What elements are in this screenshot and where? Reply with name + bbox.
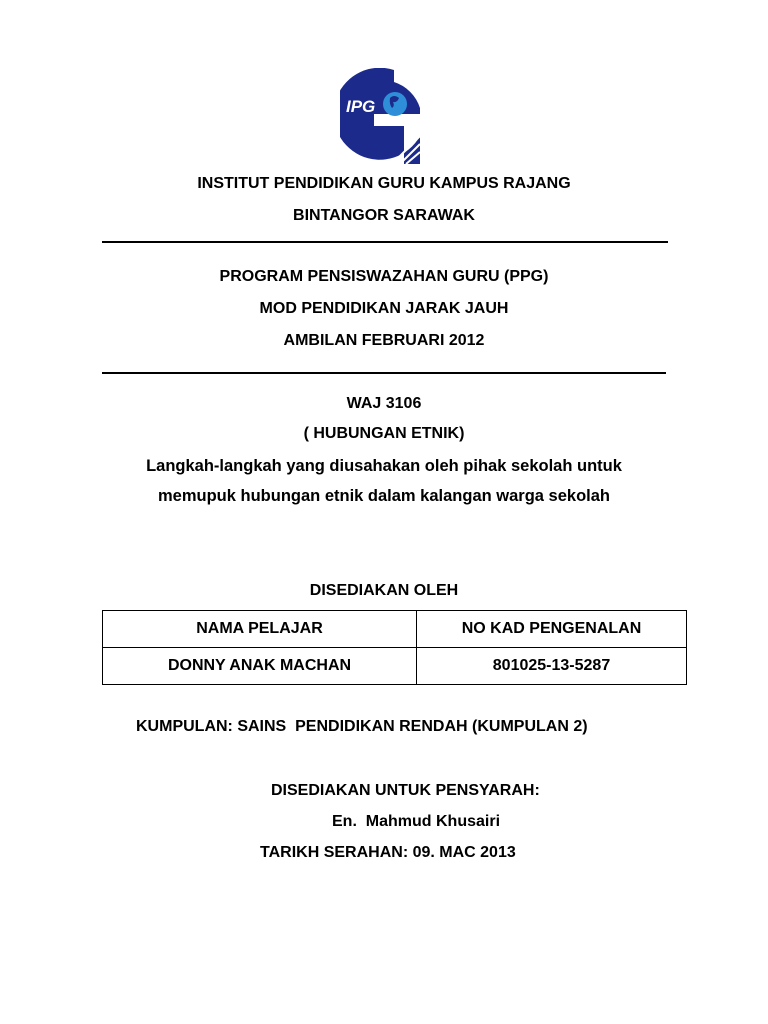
group-label: KUMPULAN: SAINS PENDIDIKAN RENDAH (KUMPULAN 2) [136,718,588,735]
table-header-row [103,611,687,648]
prepared-by-heading: DISEDIAKAN OLEH [309,582,459,599]
program-intake: AMBILAN FEBRUARI 2012 [283,332,485,349]
course-topic-line-2: memupuk hubungan etnik dalam kalangan warga sekolah [157,487,611,505]
divider-top [102,241,668,243]
divider-middle [102,372,666,374]
logo-text: IPG [346,97,376,116]
student-name: DONNY ANAK MACHAN [103,648,417,685]
column-header-name: NAMA PELAJAR [103,611,417,648]
program-mode: MOD PENDIDIKAN JARAK JAUH [259,300,509,317]
column-header-ic: NO KAD PENGENALAN [417,611,687,648]
submission-date: TARIKH SERAHAN: 09. MAC 2013 [260,844,516,861]
lecturer-label: DISEDIAKAN UNTUK PENSYARAH: [271,782,540,799]
course-topic-line-1: Langkah-langkah yang diusahakan oleh pihak sekolah untuk [146,457,622,475]
ipg-logo [340,68,422,164]
student-ic: 801025-13-5287 [417,648,687,685]
table-row [103,648,687,685]
institute-name: INSTITUT PENDIDIKAN GURU KAMPUS RAJANG [197,175,571,192]
institute-location: BINTANGOR SARAWAK [293,207,475,224]
lecturer-name: En. Mahmud Khusairi [332,813,501,830]
student-table [102,610,687,685]
program-name: PROGRAM PENSISWAZAHAN GURU (PPG) [219,268,549,285]
course-code: WAJ 3106 [346,395,422,412]
course-name: ( HUBUNGAN ETNIK) [303,425,465,442]
